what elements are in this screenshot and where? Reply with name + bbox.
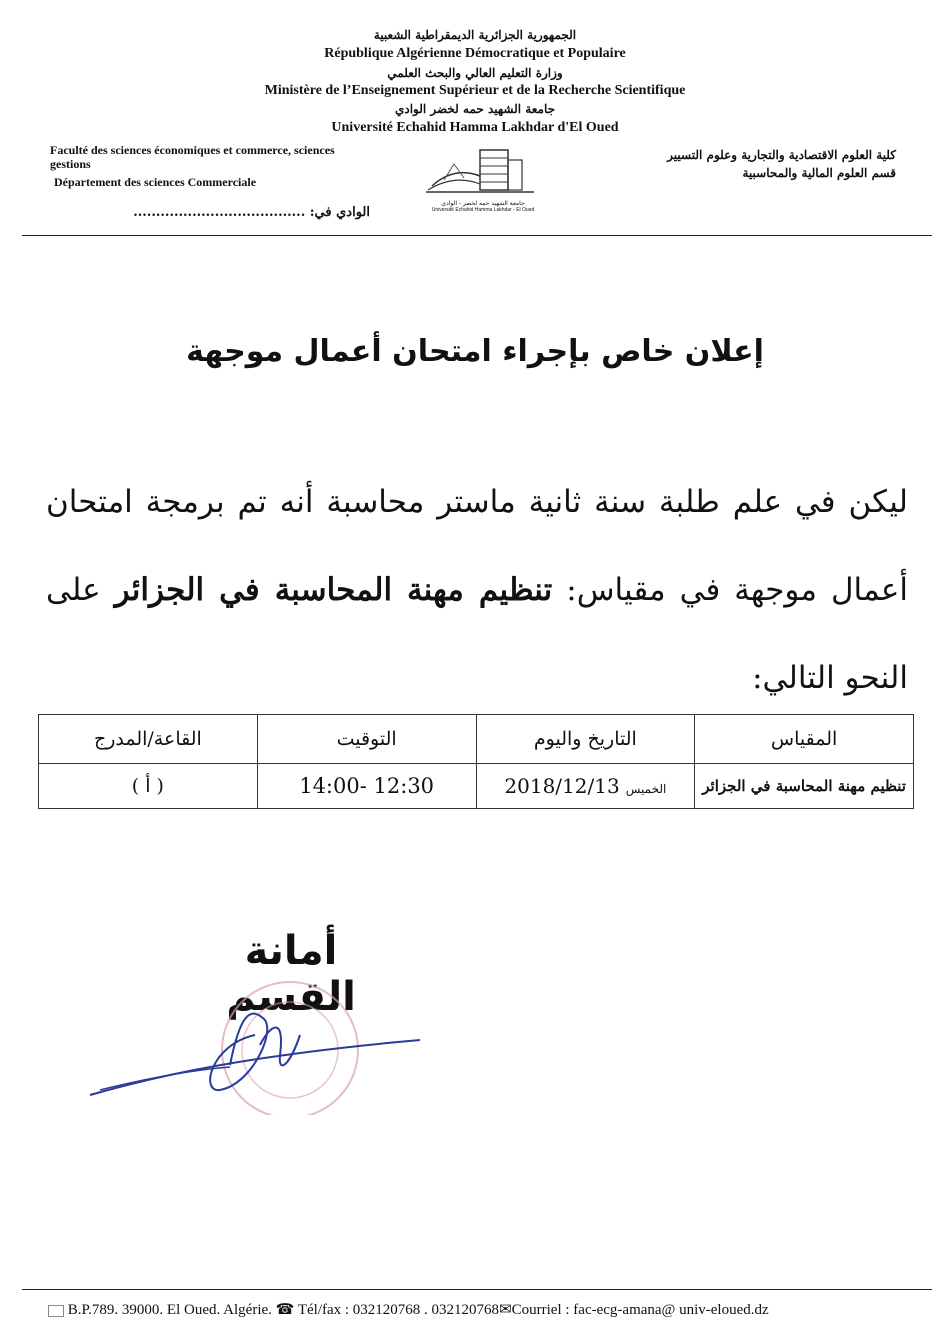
cell-module: تنظيم مهنة المحاسبة في الجزائر: [695, 764, 914, 809]
faculty-line-1: Faculté des sciences économiques et commerce, sciences: [50, 143, 335, 157]
cell-time: 12:30 -14:00: [257, 764, 476, 809]
signature-title: أمانة القسم: [226, 928, 356, 1020]
header-date-day: التاريخ واليوم: [476, 715, 695, 764]
cell-day: الخميس: [625, 782, 667, 796]
footer-phone: Tél/fax : 032120768 . 032120768: [297, 1302, 500, 1318]
table-row: [39, 764, 914, 809]
phone-icon: ☎: [275, 1302, 295, 1318]
page-title: إعلان خاص بإجراء امتحان أعمال موجهة: [186, 334, 764, 369]
faculty-ar: كلية العلوم الاقتصادية والتجارية وعلوم التسيير: [667, 148, 896, 162]
date-line: [120, 205, 370, 220]
faculty-fr: [50, 143, 420, 189]
cell-room: ( أ ): [39, 764, 258, 809]
table-header-row: [39, 715, 914, 764]
signature-stroke: [90, 1040, 420, 1095]
header-fr-republic: République Algérienne Démocratique et Populaire: [324, 46, 626, 61]
cell-date: 2018/12/13: [504, 774, 620, 798]
header-ar-republic: الجمهورية الجزائرية الديمقراطية الشعبية: [373, 28, 577, 42]
university-logo: [424, 146, 542, 213]
faculty-line-2: gestions: [50, 157, 91, 171]
footer-address: B.P.789. 39000. El Oued. Algérie.: [67, 1302, 272, 1318]
header-module: المقياس: [695, 715, 914, 764]
footer-email: Courriel : fac-ecg-amana@ univ-eloued.dz: [511, 1302, 769, 1318]
stamp-and-signature: [80, 975, 440, 1115]
exam-schedule-table: [38, 714, 914, 809]
cell-date-day: [476, 764, 695, 809]
date-dots: ......................................: [133, 205, 306, 220]
department-fr: Département des sciences Commerciale: [54, 175, 257, 189]
header-room: القاعة/المدرج: [39, 715, 258, 764]
mail-icon: [48, 1305, 64, 1317]
footer-contact: [48, 1300, 769, 1319]
logo-caption-fr: Université Echahid Hamma Lakhdar - El Oued: [431, 207, 535, 213]
header-fr-university: Université Echahid Hamma Lakhdar d'El Oued: [331, 120, 619, 135]
announcement-body: [46, 458, 908, 722]
header-time: التوقيت: [257, 715, 476, 764]
header-ar-university: جامعة الشهيد حمه لخضر الوادي: [394, 102, 556, 116]
footer-divider: [22, 1289, 932, 1290]
body-module-name: تنظيم مهنة المحاسبة في الجزائر: [114, 572, 553, 608]
email-icon: ✉: [499, 1302, 512, 1318]
body-intro: ليكن في علم طلبة سنة ثانية ماستر محاسبة أنه تم برمجة امتحان أعمال موجهة في مقياس:: [46, 484, 908, 608]
body-outro: على النحو التالي:: [46, 572, 908, 696]
logo-caption-ar: جامعة الشهيد حمه لخضر - الوادي: [441, 200, 525, 207]
date-label: الوادي في:: [309, 205, 370, 220]
header-fr-ministry: Ministère de l’Enseignement Supérieur et de la Recherche Scientifique: [264, 83, 686, 98]
department-ar: قسم العلوم المالية والمحاسبية: [742, 166, 896, 180]
university-building-icon: [424, 146, 542, 196]
header-divider: [22, 235, 932, 236]
header-ar-ministry: وزارة التعليم العالي والبحث العلمي: [387, 66, 563, 80]
